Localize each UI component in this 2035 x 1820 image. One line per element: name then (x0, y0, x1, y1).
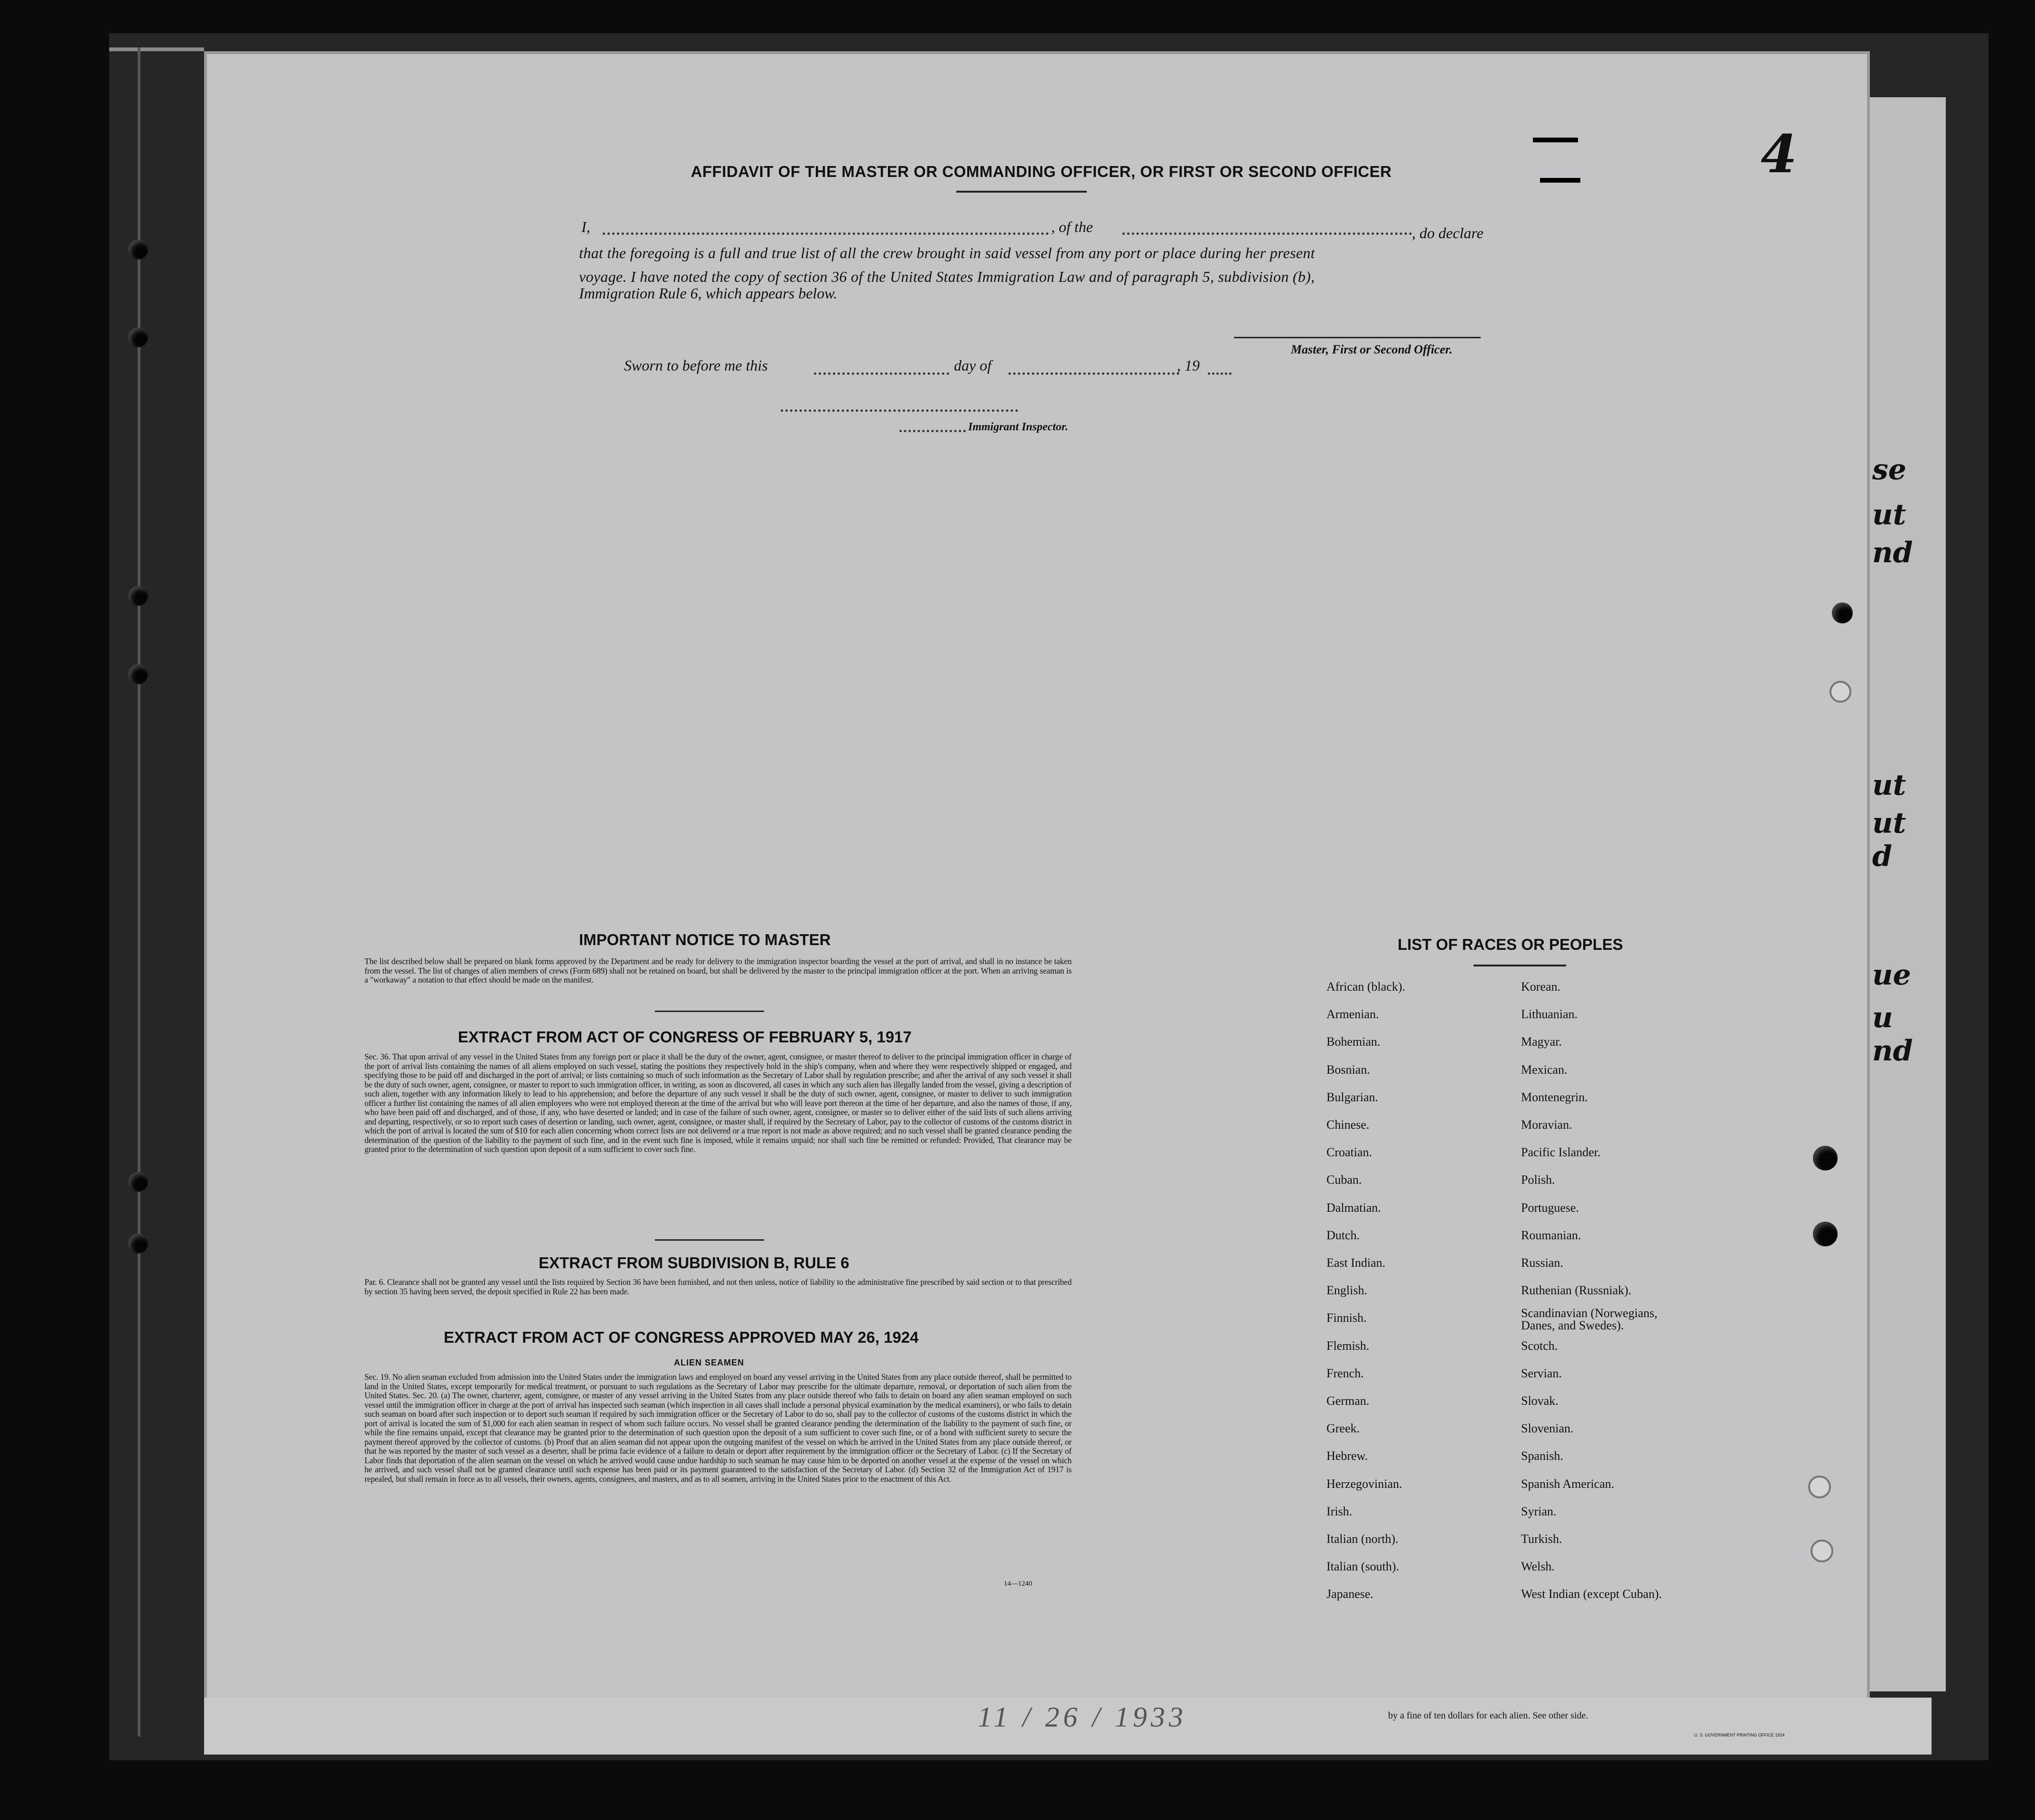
extract-1924-subtitle: ALIEN SEAMEN (674, 1358, 745, 1367)
inspector-label: Immigrant Inspector. (968, 421, 1068, 433)
inspector-field-short (899, 430, 966, 432)
affidavit-line2: that the foregoing is a full and true list of all the crew brought in said vessel from any port or place during her present (579, 244, 1315, 261)
race-item: Dalmatian. (1326, 1200, 1381, 1215)
name-field[interactable] (603, 232, 1049, 235)
race-item: Roumanian. (1521, 1228, 1581, 1242)
race-item: Syrian. (1521, 1504, 1557, 1518)
race-item: East Indian. (1326, 1256, 1386, 1270)
race-item: Scotch. (1521, 1338, 1558, 1353)
race-item: English. (1326, 1283, 1367, 1298)
race-item: Magyar. (1521, 1035, 1562, 1049)
footer-fragment: by a fine of ten dollars for each alien. See other side. (1388, 1710, 1588, 1721)
extract-1924-text: Sec. 19. No alien seaman excluded from admission into the United States under the immigration laws and employed on board any vessel arriving in the United States from any place outside thereof, shall be permitted to land in the United States, except temporarily for medical treatment, or pursuant to such regulations as the Secretary of Labor may prescribe for the ultimate departure, removal, or deportation of such alien from the United States. Sec. 20. (a) The owner, charterer, agent, consignee, or master of any vessel arriving in the United States from any place outside thereof who fails to detain on board any alien seaman employed on such vessel until the immigration officer in charge at the port of arrival has inspected such seaman (which inspection in all cases shall include a personal physical examination by the medical examiners), or who fails to detain such seaman on board after such inspection or to deport such seaman if required by such immigration officer or the Secretary of Labor to do so, shall pay to the collector of customs of the customs district in which the port of arrival is located the sum of $1,000 for each alien seaman in respect of whom such failure occurs. No vessel shall be granted clearance pending the determination of the liability to the payment of such fine, or while the fine remains unpaid, except that clearance may be granted prior to the determination of such question upon the deposit of a sum sufficient to cover such fine, or of a bond with sufficient surety to secure the payment thereof approved by the collector of customs. (b) Proof that an alien seaman did not appear upon the outgoing manifest of the vessel on which he arrived in the United States from any place outside thereof, or that he was reported by the master of such vessel as a deserter, shall be prima facie evidence of a failure to detain or deport after requirement by the immigration officer or the Secretary of Labor. (c) If the Secretary of Labor finds that deportation of the alien seaman on the vessel on which he arrived would cause undue hardship to such seaman he may cause him to be deported on another vessel at the expense of the vessel on which he arrived, and such vessel shall not be granted clearance until such expense has been paid or its payment guaranteed to the satisfaction of the Secretary of Labor. (d) Section 32 of the Immigration Act of 1917 is repealed, but shall remain in force as to all vessels, their owners, agents, consignees, and masters, and as to all seamen, arriving in the United States prior to the enactment of this Act. (364, 1372, 1072, 1484)
races-title-underline (1474, 965, 1566, 966)
punch-hole (1813, 1222, 1838, 1246)
underlying-handwriting: ue (1872, 958, 1911, 992)
punch-hole (1830, 681, 1851, 703)
punch-hole (128, 327, 148, 347)
scanner-edge-left (138, 47, 140, 1736)
underlying-handwriting: nd (1872, 1034, 1913, 1068)
scanner-edge-top (109, 47, 204, 51)
race-item: Mexican. (1521, 1062, 1568, 1077)
punch-hole (1832, 603, 1853, 623)
extract-1924-title: EXTRACT FROM ACT OF CONGRESS APPROVED MAY 26, 1924 (444, 1328, 919, 1346)
affidavit-i: I, (581, 218, 590, 235)
race-item: Bohemian. (1326, 1035, 1381, 1049)
affidavit-line3: voyage. I have noted the copy of section 36 of the United States Immigration Law and of paragraph 5, subdivision (b), (579, 268, 1315, 285)
signature-line (1234, 337, 1481, 338)
race-item: Armenian. (1326, 1007, 1379, 1021)
race-item: Slovenian. (1521, 1421, 1574, 1436)
extract-rule6-title: EXTRACT FROM SUBDIVISION B, RULE 6 (539, 1254, 849, 1272)
sworn-year-field[interactable] (1208, 372, 1232, 375)
race-item: German. (1326, 1394, 1370, 1408)
race-item: Pacific Islander. (1521, 1145, 1601, 1160)
race-item: Montenegrin. (1521, 1090, 1588, 1104)
punch-hole (128, 1172, 148, 1192)
punch-hole (1808, 1476, 1831, 1498)
vessel-field[interactable] (1122, 232, 1412, 235)
underlying-handwriting: ut (1872, 769, 1906, 802)
notice-title: IMPORTANT NOTICE TO MASTER (579, 931, 831, 948)
form-number: 14—1240 (1004, 1580, 1032, 1588)
race-item: Herzegovinian. (1326, 1476, 1402, 1491)
race-item: Slovak. (1521, 1394, 1559, 1408)
punch-hole (128, 664, 148, 684)
race-item: Russian. (1521, 1256, 1563, 1270)
race-item: Polish. (1521, 1173, 1555, 1187)
race-item: Irish. (1326, 1504, 1353, 1518)
race-item: Japanese. (1326, 1587, 1373, 1601)
races-title: LIST OF RACES OR PEOPLES (1398, 936, 1623, 953)
extract-1917-text: Sec. 36. That upon arrival of any vessel in the United States from any foreign port or place it shall be the duty of the owner, agent, consignee, or master thereof to deliver to the principal immigration officer in charge of the port of arrival lists containing the names of all aliens employed on such vessel, stating the positions they respectively hold in the ship's company, when and where they were respectively shipped or engaged, and specifying those to be paid off and discharged in the port of arrival; or lists containing so much of such information as the Secretary of Labor shall by regulation prescribe; and after the arrival of any such vessel it shall be the duty of such owner, agent, consignee, or master to report to such immigration officer, in writing, as soon as discovered, all cases in which any such alien has illegally landed from the vessel, giving a description of such alien, together with any information likely to lead to his apprehension; and before the departure of any such vessel it shall be the duty of such owner, agent, consignee, or master to deliver to such immigration officer a further list containing the names of all alien employees who were not employed thereon at the time of the arrival but who will leave port thereon at the time of her departure, and also the names of those, if any, who have been paid off and discharged, and of those, if any, who have deserted or landed; and in case of the failure of such owner, agent, consignee, or master so to deliver either of the said lists of such aliens arriving and departing, respectively, or so to report such cases of desertion or landing, such owner, agent, consignee, or master shall, if required by the Secretary of Labor, pay to the collector of customs of the customs district in which the port of arrival is located the sum of $10 for each alien concerning whom correct lists are not delivered or a true report is not made as above required; and no such vessel shall be granted clearance pending the determination of the question of the liability to the payment of such fine, and in the event such fine is imposed, while it remains unpaid; nor shall such fine be remitted or refunded: Provided, That clearance may be granted prior to the determination of such question upon deposit of a sum sufficient to cover such fine. (364, 1052, 1072, 1154)
race-item: Spanish. (1521, 1449, 1563, 1463)
punch-hole (1811, 1540, 1833, 1562)
race-item: Scandinavian (Norwegians, Danes, and Swedes). (1521, 1306, 1658, 1333)
race-item: Bulgarian. (1326, 1090, 1379, 1104)
affidavit-title: AFFIDAVIT OF THE MASTER OR COMMANDING OFFICER, OR FIRST OR SECOND OFFICER (691, 163, 1392, 180)
sworn-month-field[interactable] (1008, 372, 1179, 375)
notice-text: The list described below shall be prepared on blank forms approved by the Department and be ready for delivery to the immigration inspector boarding the vessel at the port of arrival, and shall in no instance be taken from the vessel. The list of changes of alien members of crews (Form 689) shall not be retained on board, but shall be delivered by the master to the principal immigration officer at the port. When an arriving seaman is a "workaway" a notation to that effect should be made on the manifest. (364, 956, 1072, 984)
race-item: Lithuanian. (1521, 1007, 1578, 1021)
race-item: West Indian (except Cuban). (1521, 1587, 1662, 1601)
handwritten-dash (1533, 138, 1578, 142)
notice-divider (655, 1011, 764, 1012)
race-item: Portuguese. (1521, 1200, 1579, 1215)
race-item: Greek. (1326, 1421, 1360, 1436)
race-item: Italian (south). (1326, 1560, 1400, 1574)
race-item: Turkish. (1521, 1532, 1562, 1546)
race-item: Korean. (1521, 980, 1561, 994)
affidavit-declare: , do declare (1412, 224, 1484, 241)
race-item: Chinese. (1326, 1118, 1370, 1132)
race-item: Finnish. (1326, 1311, 1367, 1325)
sworn-prefix: Sworn to before me this (624, 357, 768, 374)
extract-1917-title: EXTRACT FROM ACT OF CONGRESS OF FEBRUARY 5, 1917 (458, 1028, 912, 1046)
underlying-handwriting: se (1872, 453, 1906, 486)
punch-hole (1813, 1146, 1838, 1170)
printer-imprint: U. S. GOVERNMENT PRINTING OFFICE 1924 (1694, 1733, 1785, 1737)
sworn-day-of: day of (954, 357, 992, 374)
race-item: Moravian. (1521, 1118, 1572, 1132)
affidavit-line4: Immigration Rule 6, which appears below. (579, 285, 838, 302)
race-item: African (black). (1326, 980, 1406, 994)
punch-hole (128, 586, 148, 606)
handwritten-date: 11 / 26 / 1933 (978, 1701, 1187, 1733)
race-item: Spanish American. (1521, 1476, 1615, 1491)
race-item: Cuban. (1326, 1173, 1362, 1187)
race-item: Servian. (1521, 1366, 1562, 1380)
inspector-signature-field[interactable] (781, 409, 1018, 412)
underlying-handwriting: nd (1872, 536, 1913, 569)
punch-hole (128, 240, 148, 260)
race-item: Welsh. (1521, 1560, 1555, 1574)
affidavit-of-the: , of the (1051, 218, 1093, 235)
extract-1917-divider (655, 1239, 764, 1241)
signature-label: Master, First or Second Officer. (1291, 343, 1453, 356)
sworn-day-field[interactable] (814, 372, 949, 375)
handwritten-page-number: 4 (1761, 123, 1797, 185)
race-item: Ruthenian (Russniak). (1521, 1283, 1632, 1298)
race-item: Flemish. (1326, 1338, 1370, 1353)
race-item: Italian (north). (1326, 1532, 1399, 1546)
race-item: Bosnian. (1326, 1062, 1370, 1077)
race-item: Dutch. (1326, 1228, 1360, 1242)
race-item: Hebrew. (1326, 1449, 1368, 1463)
extract-rule6-text: Par. 6. Clearance shall not be granted any vessel until the lists required by Section 36 have been furnished, and not then unless, notice of liability to the administrative fine prescribed by said section or to that prescribed by section 35 having been served, the deposit specified in Rule 22 has been made. (364, 1277, 1072, 1296)
race-item: French. (1326, 1366, 1364, 1380)
underlying-handwriting: ut (1872, 807, 1906, 840)
underlying-handwriting: u (1872, 1001, 1893, 1034)
sworn-year: , 19 (1177, 357, 1200, 374)
punch-hole (128, 1234, 148, 1254)
race-item: Croatian. (1326, 1145, 1372, 1160)
underlying-handwriting: d (1872, 840, 1892, 873)
underlying-handwriting: ut (1872, 498, 1906, 531)
title-underline (956, 191, 1087, 193)
underlying-page (1870, 97, 1946, 1691)
